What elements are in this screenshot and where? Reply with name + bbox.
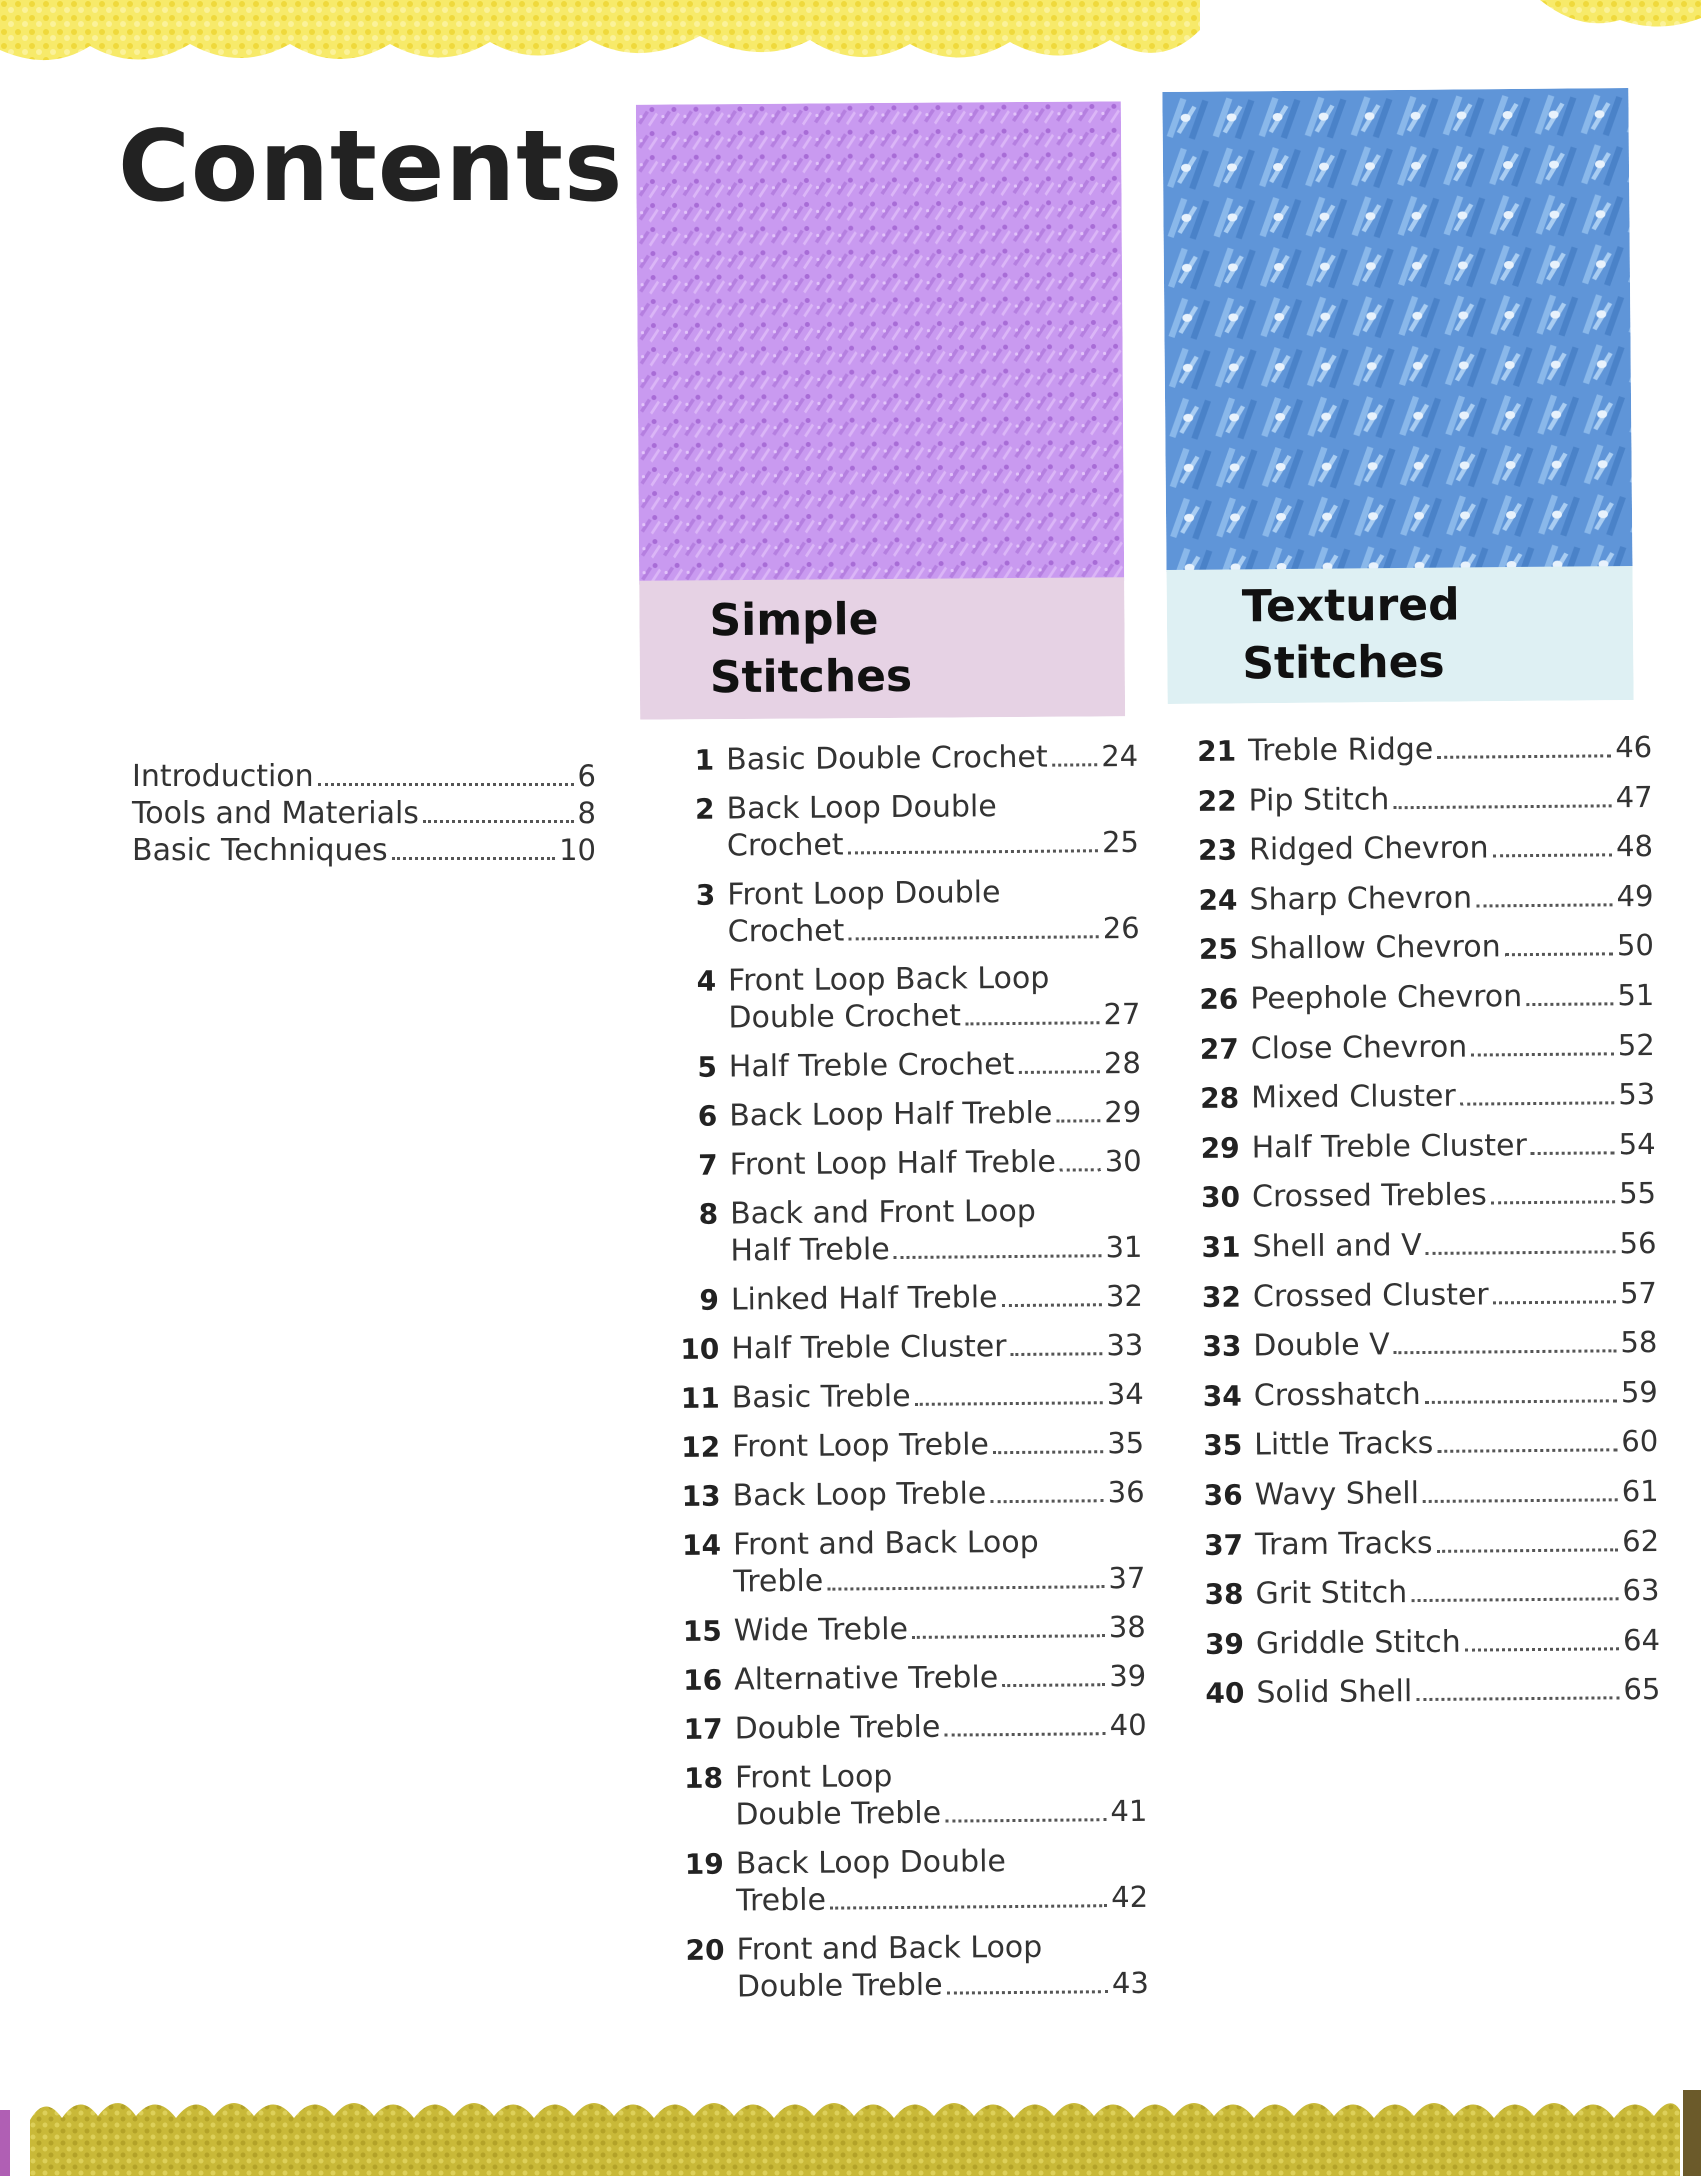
dot-leader xyxy=(1011,1352,1103,1356)
toc-entry-label: Basic Double Crochet xyxy=(726,739,1048,778)
stitch-number: 37 xyxy=(1203,1528,1244,1562)
toc-intro-item[interactable] xyxy=(132,832,596,869)
dot-leader xyxy=(423,820,574,823)
dot-leader xyxy=(1056,1119,1100,1122)
toc-entry-label: Shell and V xyxy=(1252,1227,1422,1265)
toc-page-number: 27 xyxy=(1103,996,1141,1032)
toc-entry[interactable] xyxy=(1193,1126,1655,1167)
toc-page-number: 64 xyxy=(1622,1622,1661,1657)
toc-page-number: 50 xyxy=(1616,928,1655,963)
toc-page-number: 57 xyxy=(1619,1275,1658,1310)
toc-entry-label: Crossed Cluster xyxy=(1252,1276,1489,1315)
dot-leader xyxy=(392,857,555,860)
toc-entry-label: Front and Back Loop xyxy=(736,1929,1043,1968)
toc-entry-label: Back Loop Half Treble xyxy=(729,1095,1053,1134)
toc-entry[interactable] xyxy=(674,1425,1144,1466)
stitch-number: 33 xyxy=(1202,1329,1242,1364)
toc-entry[interactable] xyxy=(669,873,1140,951)
stitch-number: 3 xyxy=(695,878,716,912)
toc-entry-label: Ridged Chevron xyxy=(1248,830,1489,868)
stitch-number: 8 xyxy=(698,1197,719,1231)
dot-leader xyxy=(912,1634,1105,1639)
toc-entry-label: Introduction xyxy=(132,759,314,794)
toc-page-number: 62 xyxy=(1622,1523,1660,1558)
toc-entry-label: Back Loop Double xyxy=(726,789,997,827)
toc-entry-label: Linked Half Treble xyxy=(730,1280,998,1318)
stitch-number: 38 xyxy=(1204,1577,1244,1611)
dot-leader xyxy=(1460,1101,1615,1105)
toc-page-number: 53 xyxy=(1618,1077,1656,1112)
dot-leader xyxy=(1393,804,1611,809)
toc-entry[interactable] xyxy=(671,1045,1141,1086)
simple-stitches-heading xyxy=(639,577,1125,719)
dot-leader xyxy=(1394,1349,1617,1354)
simple-stitches-list xyxy=(668,738,1149,2018)
toc-entry-label: Peephole Chevron xyxy=(1250,979,1523,1017)
toc-page-number: 58 xyxy=(1620,1325,1658,1360)
toc-page-number: 38 xyxy=(1108,1609,1146,1645)
stitch-number: 4 xyxy=(696,964,717,998)
toc-entry-label: Double Treble xyxy=(735,1795,942,1833)
toc-entry-label: Wide Treble xyxy=(733,1611,909,1649)
toc-entry-label: Front Loop Treble xyxy=(732,1427,990,1465)
toc-entry-label: Mixed Cluster xyxy=(1251,1078,1456,1116)
stitch-number: 5 xyxy=(697,1050,717,1084)
toc-entry[interactable] xyxy=(668,787,1139,865)
dot-leader xyxy=(894,1254,1102,1259)
toc-entry-label: Back Loop Double xyxy=(735,1844,1007,1882)
stitch-number: 22 xyxy=(1197,784,1237,818)
toc-intro-item[interactable] xyxy=(132,795,596,832)
stitch-number: 35 xyxy=(1203,1428,1243,1463)
toc-entry-label: Shallow Chevron xyxy=(1249,929,1501,967)
toc-page-number: 31 xyxy=(1105,1229,1143,1265)
page-title: Contents xyxy=(118,110,624,224)
stitch-number: 15 xyxy=(682,1614,722,1648)
toc-entry-label: Basic Treble xyxy=(731,1378,911,1416)
toc-entry-label: Basic Techniques xyxy=(132,833,388,868)
dot-leader xyxy=(1002,1303,1102,1307)
dot-leader xyxy=(1476,903,1613,907)
toc-entry[interactable] xyxy=(676,1658,1146,1699)
dot-leader xyxy=(944,1732,1105,1736)
dot-leader xyxy=(848,935,1098,940)
toc-entry-label: Tools and Materials xyxy=(132,796,419,831)
toc-entry-label: Grit Stitch xyxy=(1255,1575,1408,1612)
lilac-crochet-swatch-image xyxy=(636,101,1124,584)
toc-page-number: 55 xyxy=(1618,1176,1657,1211)
textured-stitches-list xyxy=(1190,729,1661,1725)
stitch-number: 1 xyxy=(694,743,715,777)
stitch-number: 34 xyxy=(1202,1379,1242,1413)
toc-entry[interactable] xyxy=(1196,1423,1658,1464)
dot-leader xyxy=(1060,1168,1101,1171)
toc-page-number: 46 xyxy=(1615,729,1653,765)
toc-entry-label: Tram Tracks xyxy=(1254,1525,1433,1562)
stitch-number: 7 xyxy=(698,1148,718,1182)
toc-page-number: 40 xyxy=(1109,1707,1147,1743)
stitch-number: 28 xyxy=(1200,1081,1240,1116)
toc-page-number: 25 xyxy=(1101,824,1140,860)
toc-entry[interactable] xyxy=(1191,878,1653,919)
toc-entry-label: Crosshatch xyxy=(1253,1376,1421,1414)
dot-leader xyxy=(1411,1597,1618,1602)
toc-entry[interactable] xyxy=(1190,729,1652,770)
dot-leader xyxy=(830,1904,1107,1909)
toc-entry-label: Half Treble Cluster xyxy=(1251,1127,1528,1166)
stitch-number: 32 xyxy=(1201,1280,1242,1314)
dot-leader xyxy=(947,1990,1108,1994)
toc-entry[interactable] xyxy=(675,1523,1146,1601)
stitch-number: 36 xyxy=(1203,1478,1243,1512)
stitch-number: 25 xyxy=(1198,932,1239,967)
toc-entry-label: Solid Shell xyxy=(1256,1674,1413,1711)
toc-entry[interactable] xyxy=(678,1928,1149,2006)
toc-page-number: 35 xyxy=(1107,1425,1145,1461)
dot-leader xyxy=(1425,1399,1617,1404)
toc-page-number: 59 xyxy=(1620,1374,1658,1409)
toc-entry[interactable] xyxy=(674,1376,1144,1417)
toc-entry[interactable] xyxy=(671,1094,1141,1135)
toc-entry-label: Half Treble Crochet xyxy=(728,1046,1015,1085)
toc-entry-label: Double Treble xyxy=(734,1709,941,1747)
toc-entry-label: Double V xyxy=(1253,1327,1390,1364)
toc-page-number: 10 xyxy=(559,833,596,867)
textured-stitches-swatch xyxy=(1162,88,1633,704)
toc-page-number: 39 xyxy=(1109,1658,1147,1694)
toc-entry[interactable] xyxy=(1191,828,1653,869)
dot-leader xyxy=(1465,1647,1619,1651)
toc-entry[interactable] xyxy=(676,1609,1146,1650)
toc-page-number: 52 xyxy=(1617,1027,1655,1062)
toc-page-number: 8 xyxy=(577,796,596,830)
toc-entry[interactable] xyxy=(673,1327,1143,1368)
toc-entry[interactable] xyxy=(1197,1522,1659,1563)
toc-page-number: 43 xyxy=(1111,1965,1149,2001)
dot-leader xyxy=(1505,953,1613,957)
toc-page-number: 63 xyxy=(1622,1573,1660,1608)
textured-stitches-heading xyxy=(1167,566,1634,704)
toc-entry[interactable] xyxy=(1198,1671,1660,1712)
toc-entry[interactable] xyxy=(1194,1175,1656,1216)
toc-entry-label: Double Crochet xyxy=(728,998,962,1036)
toc-entry-label: Little Tracks xyxy=(1254,1426,1434,1463)
stitch-number: 39 xyxy=(1204,1627,1245,1661)
toc-entry[interactable] xyxy=(1190,779,1652,820)
toc-page-number: 24 xyxy=(1101,738,1139,774)
simple-stitches-swatch xyxy=(636,101,1125,719)
toc-entry-label: Double Treble xyxy=(736,1967,943,2005)
toc-page-number: 33 xyxy=(1106,1327,1144,1363)
dot-leader xyxy=(1002,1683,1105,1687)
dot-leader xyxy=(945,1818,1106,1822)
toc-entry-label: Front Loop Back Loop xyxy=(727,960,1050,999)
toc-page-number: 61 xyxy=(1621,1473,1659,1509)
toc-page-number: 65 xyxy=(1623,1672,1661,1707)
dot-leader xyxy=(1531,1151,1615,1155)
dot-leader xyxy=(827,1585,1104,1590)
toc-entry-label: Front and Back Loop xyxy=(732,1524,1039,1563)
toc-entry-label: Treble xyxy=(735,1882,827,1919)
dot-leader xyxy=(965,1021,1100,1025)
toc-entry-label: Front Loop Double xyxy=(727,875,1001,913)
stitch-number: 12 xyxy=(681,1430,721,1464)
stitch-number: 21 xyxy=(1197,734,1237,768)
toc-entry-label: Pip Stitch xyxy=(1248,781,1390,819)
toc-page-number: 47 xyxy=(1615,779,1653,814)
dot-leader xyxy=(1437,754,1611,759)
toc-entry[interactable] xyxy=(1193,1027,1655,1068)
stitch-number: 17 xyxy=(683,1712,723,1746)
toc-entry[interactable] xyxy=(1198,1622,1660,1663)
section-title-line: Textured xyxy=(1241,579,1460,633)
toc-intro-item[interactable] xyxy=(132,758,596,795)
stitch-number: 11 xyxy=(680,1381,720,1415)
toc-entry-label: Griddle Stitch xyxy=(1255,1624,1461,1662)
stitch-number: 30 xyxy=(1200,1180,1241,1215)
toc-entry-label: Half Treble Cluster xyxy=(731,1329,1007,1367)
toc-entry[interactable] xyxy=(672,1192,1143,1270)
toc-entry-label: Wavy Shell xyxy=(1254,1475,1420,1513)
dot-leader xyxy=(993,1450,1103,1454)
stitch-number: 23 xyxy=(1197,833,1238,868)
toc-page-number: 6 xyxy=(577,759,596,793)
toc-entry-label: Alternative Treble xyxy=(734,1660,999,1698)
dot-leader xyxy=(1052,763,1098,766)
bottom-crochet-border xyxy=(0,2080,1701,2176)
section-title-line: Simple xyxy=(709,594,879,647)
toc-entry[interactable] xyxy=(1192,927,1654,968)
toc-page-number: 32 xyxy=(1105,1278,1143,1314)
dot-leader xyxy=(318,783,574,786)
toc-entry[interactable] xyxy=(1192,977,1654,1018)
toc-entry-label: Treble Ridge xyxy=(1248,731,1434,769)
stitch-number: 24 xyxy=(1198,883,1238,917)
toc-entry[interactable] xyxy=(670,959,1141,1037)
stitch-number: 20 xyxy=(685,1933,725,1967)
dot-leader xyxy=(1018,1070,1100,1074)
toc-page-number: 30 xyxy=(1104,1143,1142,1179)
toc-page-number: 41 xyxy=(1110,1793,1148,1829)
toc-entry[interactable] xyxy=(673,1278,1143,1319)
stitch-number: 10 xyxy=(680,1332,720,1366)
dot-leader xyxy=(915,1401,1103,1406)
dot-leader xyxy=(990,1499,1103,1503)
dot-leader xyxy=(1416,1697,1619,1702)
stitch-number: 19 xyxy=(684,1847,724,1881)
toc-entry-label: Back and Front Loop xyxy=(729,1193,1036,1232)
top-crochet-border xyxy=(0,0,1701,80)
toc-entry-label: Crochet xyxy=(726,827,844,864)
section-title-line: Stitches xyxy=(1242,636,1445,690)
stitch-number: 27 xyxy=(1199,1032,1239,1066)
dot-leader xyxy=(1493,854,1613,858)
dot-leader xyxy=(848,849,1098,854)
stitch-number: 40 xyxy=(1205,1676,1245,1711)
toc-page-number: 49 xyxy=(1616,878,1654,914)
dot-leader xyxy=(1526,1002,1613,1006)
blue-crochet-swatch-image xyxy=(1162,88,1632,572)
toc-entry[interactable] xyxy=(1197,1572,1659,1613)
toc-entry[interactable] xyxy=(676,1707,1146,1748)
toc-entry-label: Crochet xyxy=(727,913,845,950)
toc-page-number: 56 xyxy=(1619,1225,1657,1261)
toc-entry[interactable] xyxy=(678,1842,1149,1920)
dot-leader xyxy=(1471,1052,1614,1056)
toc-entry-label: Sharp Chevron xyxy=(1249,880,1473,918)
toc-entry-label: Treble xyxy=(733,1563,824,1600)
toc-page-number: 54 xyxy=(1618,1126,1656,1162)
toc-entry[interactable] xyxy=(672,1143,1142,1184)
stitch-number: 31 xyxy=(1201,1230,1241,1264)
toc-page-number: 37 xyxy=(1108,1560,1146,1596)
toc-entry[interactable] xyxy=(1195,1324,1657,1365)
dot-leader xyxy=(1437,1449,1617,1454)
toc-entry[interactable] xyxy=(1196,1473,1658,1514)
toc-page-number: 48 xyxy=(1615,829,1654,864)
dot-leader xyxy=(1426,1250,1616,1255)
toc-page-number: 42 xyxy=(1111,1879,1149,1915)
toc-page-number: 29 xyxy=(1104,1094,1142,1130)
stitch-number: 29 xyxy=(1200,1131,1240,1165)
toc-page-number: 51 xyxy=(1617,977,1655,1013)
toc-entry[interactable] xyxy=(674,1474,1144,1515)
toc-entry-label: Crossed Trebles xyxy=(1251,1177,1487,1215)
toc-entry[interactable] xyxy=(1195,1274,1657,1315)
toc-entry-label: Front Loop xyxy=(734,1759,893,1796)
toc-entry[interactable] xyxy=(668,738,1138,779)
dot-leader xyxy=(1437,1548,1619,1553)
toc-page-number: 34 xyxy=(1106,1376,1144,1412)
toc-entry[interactable] xyxy=(1194,1225,1656,1266)
dot-leader xyxy=(1423,1498,1618,1503)
stitch-number: 26 xyxy=(1199,982,1239,1016)
toc-entry[interactable] xyxy=(1196,1374,1658,1415)
toc-entry-label: Back Loop Treble xyxy=(732,1476,987,1514)
toc-page-number: 26 xyxy=(1102,910,1140,946)
toc-entry-label: Half Treble xyxy=(730,1232,890,1269)
section-title-line: Stitches xyxy=(709,650,913,704)
toc-entry-label: Front Loop Half Treble xyxy=(729,1144,1056,1183)
toc-entry-label: Close Chevron xyxy=(1250,1029,1468,1067)
dot-leader xyxy=(1491,1201,1615,1205)
intro-contents-list xyxy=(132,758,596,869)
toc-page-number: 28 xyxy=(1103,1045,1141,1081)
toc-entry[interactable] xyxy=(677,1756,1148,1834)
dot-leader xyxy=(1493,1300,1616,1304)
stitch-number: 13 xyxy=(681,1479,721,1513)
stitch-number: 2 xyxy=(694,792,715,826)
toc-page-number: 36 xyxy=(1107,1474,1145,1510)
stitch-number: 6 xyxy=(697,1099,718,1133)
stitch-number: 16 xyxy=(683,1663,723,1697)
stitch-number: 14 xyxy=(681,1528,722,1562)
stitch-number: 18 xyxy=(683,1761,724,1795)
toc-entry[interactable] xyxy=(1193,1076,1655,1117)
toc-page-number: 60 xyxy=(1621,1424,1659,1459)
stitch-number: 9 xyxy=(699,1283,720,1317)
